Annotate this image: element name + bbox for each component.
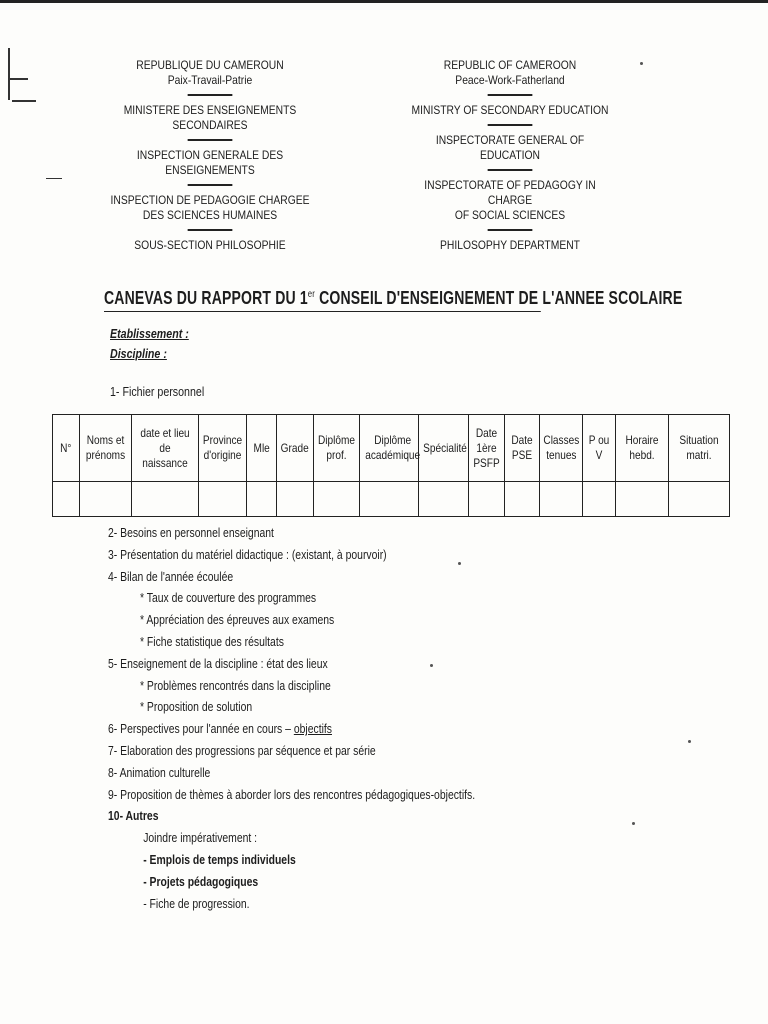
- scan-top-border: [0, 0, 768, 3]
- section-fichier-personnel: 1- Fichier personnel: [110, 384, 205, 399]
- column-header: P ou V: [583, 415, 616, 482]
- attachment-item: - Emplois de temps individuels: [143, 851, 296, 867]
- field-etablissement: Etablissement :: [110, 326, 189, 341]
- header-left-ministry: MINISTERE DES ENSEIGNEMENTS SECONDAIRES: [123, 103, 297, 132]
- separator-line: [188, 94, 233, 96]
- list-subitem: * Proposition de solution: [140, 699, 253, 715]
- scan-speck: [430, 664, 433, 667]
- header-right-motto: Peace-Work-Fatherland: [455, 73, 565, 87]
- header-left-country: REPUBLIQUE DU CAMEROUN: [136, 58, 284, 72]
- attachment-item: - Fiche de progression.: [143, 895, 250, 911]
- separator-line: [188, 139, 233, 141]
- scan-mark: [8, 48, 10, 100]
- attachment-item: - Projets pédagogiques: [143, 873, 259, 889]
- table-row: [53, 482, 730, 517]
- objectifs-text: objectifs: [293, 721, 332, 737]
- separator-line: [188, 184, 233, 186]
- scan-mark: [10, 78, 28, 80]
- table-cell[interactable]: [505, 482, 540, 517]
- scan-speck: [458, 562, 461, 565]
- attachments-title: Joindre impérativement :: [143, 830, 258, 846]
- header-left-pedagogy-2: DES SCIENCES HUMAINES: [142, 208, 278, 222]
- header-left-motto: Paix-Travail-Patrie: [167, 73, 253, 87]
- field-discipline: Discipline :: [110, 346, 167, 361]
- personnel-table: [52, 414, 730, 517]
- scan-speck: [640, 62, 643, 65]
- table-cell[interactable]: [540, 482, 583, 517]
- header-right-country: REPUBLIC OF CAMEROON: [443, 58, 577, 72]
- list-item: 4- Bilan de l'année écoulée: [108, 568, 234, 584]
- header-right-ministry: MINISTRY OF SECONDARY EDUCATION: [411, 103, 609, 117]
- document-title: [104, 288, 683, 312]
- table-cell[interactable]: [132, 482, 199, 517]
- column-header: Classes tenues: [540, 415, 583, 482]
- scan-speck: [688, 740, 691, 743]
- list-item-text: 6- Perspectives pour l'année en cours –: [108, 721, 294, 737]
- separator-line: [188, 229, 233, 231]
- column-header: Spécialité: [419, 415, 469, 482]
- column-header: Diplôme académique: [360, 415, 419, 482]
- list-item: 2- Besoins en personnel enseignant: [108, 525, 274, 540]
- column-header: Mle: [247, 415, 277, 482]
- table-cell[interactable]: [53, 482, 80, 517]
- column-header: Grade: [277, 415, 314, 482]
- column-header: Diplôme prof.: [314, 415, 360, 482]
- report-outline: [108, 522, 556, 914]
- header-left-inspection: INSPECTION GENERALE DES ENSEIGNEMENTS: [136, 148, 284, 177]
- list-item: 5- Enseignement de la discipline : état des lieux: [108, 655, 328, 671]
- column-header: Province d'origine: [199, 415, 247, 482]
- header-right: [407, 58, 613, 253]
- title-part-2: CONSEIL D'ENSEIGNEMENT DE L'ANNEE SCOLAIRE: [315, 288, 683, 308]
- list-subitem: * Problèmes rencontrés dans la discipline: [140, 677, 331, 693]
- column-header: Date 1ère PSFP: [469, 415, 505, 482]
- table-cell[interactable]: [360, 482, 419, 517]
- column-header: Noms et prénoms: [80, 415, 132, 482]
- table-cell[interactable]: [314, 482, 360, 517]
- column-header: N°: [53, 415, 80, 482]
- title-part-1: CANEVAS DU RAPPORT DU 1: [104, 288, 308, 308]
- table-cell[interactable]: [247, 482, 277, 517]
- scan-speck: [632, 822, 635, 825]
- scan-mark: [46, 178, 62, 179]
- column-header: Date PSE: [505, 415, 540, 482]
- column-header: Horaire hebd.: [616, 415, 669, 482]
- column-header: date et lieu de naissance: [132, 415, 199, 482]
- list-item: 7- Elaboration des progressions par séquence et par série: [108, 742, 376, 758]
- header-left-pedagogy-1: INSPECTION DE PEDAGOGIE CHARGEE: [110, 193, 310, 207]
- scan-mark: [12, 100, 36, 102]
- separator-line: [488, 229, 533, 231]
- list-item: 9- Proposition de thèmes à aborder lors des rencontres pédagogiques-objectifs.: [108, 786, 476, 802]
- separator-line: [488, 124, 533, 126]
- table-cell[interactable]: [583, 482, 616, 517]
- table-cell[interactable]: [277, 482, 314, 517]
- header-right-section: PHILOSOPHY DEPARTMENT: [440, 238, 580, 252]
- list-subitem: * Appréciation des épreuves aux examens: [140, 612, 335, 628]
- table-cell[interactable]: [199, 482, 247, 517]
- header-right-pedagogy-2: OF SOCIAL SCIENCES: [454, 208, 566, 222]
- separator-line: [488, 169, 533, 171]
- list-item: 3- Présentation du matériel didactique : (existant, à pourvoir): [108, 546, 387, 562]
- list-item: 10- Autres: [108, 808, 159, 824]
- table-header-row: [53, 415, 730, 482]
- header-left-section: SOUS-SECTION PHILOSOPHIE: [134, 238, 286, 252]
- list-subitem: * Taux de couverture des programmes: [140, 590, 317, 606]
- table-cell[interactable]: [616, 482, 669, 517]
- header-right-pedagogy-1: INSPECTORATE OF PEDAGOGY IN CHARGE: [424, 178, 596, 207]
- table-cell[interactable]: [469, 482, 505, 517]
- title-superscript: er: [307, 289, 316, 300]
- header-right-inspection: INSPECTORATE GENERAL OF EDUCATION: [435, 133, 585, 162]
- column-header: Situation matri.: [669, 415, 730, 482]
- table-cell[interactable]: [80, 482, 132, 517]
- header-left: [98, 58, 322, 253]
- list-item: 8- Animation culturelle: [108, 764, 211, 780]
- table-cell[interactable]: [419, 482, 469, 517]
- list-subitem: * Fiche statistique des résultats: [140, 633, 284, 649]
- table-cell[interactable]: [669, 482, 730, 517]
- list-item: [108, 718, 556, 740]
- separator-line: [488, 94, 533, 96]
